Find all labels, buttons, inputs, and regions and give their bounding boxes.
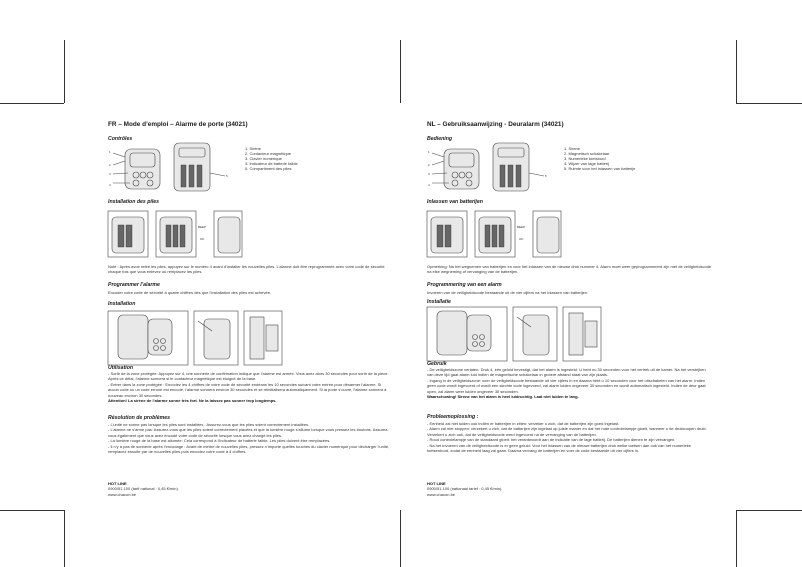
list-item: 2. Contacteur magnétique bbox=[245, 151, 292, 157]
nl-trouble-heading: Probleemoplossing : bbox=[427, 414, 479, 420]
nl-usage-line: - Ingang in de veiligheidszone: voer de veiligheidscode bestaande uit vier cijfers in en daarna hebt u 10 seconden voor het uitschakelen van het alarm. Indien geen code wordt ingevoerd of wordt een slechte code ingevoerd, zal alarm luiden ongeveer 30 seconden en wordt automatisch ingesteld. Indien de deur gaat open, zal alarm weer luiden ongeveer 30 seconden. bbox=[427, 377, 706, 394]
beep-label: BEEP bbox=[198, 225, 207, 229]
fr-trouble-section bbox=[108, 422, 393, 454]
callout-4: 4 bbox=[109, 183, 111, 187]
nl-hotline-heading: HOT LINE bbox=[427, 481, 446, 486]
crop-mark bbox=[400, 510, 401, 567]
list-item: 5. Compartiment des piles bbox=[245, 166, 292, 172]
fr-trouble-line: - L’unité ne sonne pas lorsque les piles sont installées : Assurez-vous que les piles soient correctement installées. bbox=[108, 422, 310, 427]
fr-usage-heading: Utilisation bbox=[108, 365, 134, 371]
nl-install-heading: Installatie bbox=[427, 299, 451, 305]
nl-battery-note: Opmerking: Na het wegnemen van batterijen en voor het inlassen van de nieuwe druk nummer 4. Alarm moet weer geprogrammeerd zijn met de veiligheidscode na elke wegneming of vervanging van de batterijen. bbox=[427, 264, 712, 275]
list-item: 2. Magnetisch schakelaar bbox=[564, 151, 610, 157]
list-item: 4. Wijzer van lage batterij bbox=[564, 161, 609, 167]
fr-installation-diagram bbox=[108, 311, 283, 367]
callout-4: 4 bbox=[428, 183, 430, 187]
fr-trouble-line: - Il n’y a pas de sonnerie après l’encodage : Avant de mettre de nouvelles piles, pressez n’importe quelles touches du clavier numérique pour décharger l’unité, remplacez ensuite par de nouvelles piles puis encodez votre code à 4 chiffres. bbox=[108, 443, 390, 455]
nl-usage-section bbox=[427, 367, 712, 399]
beep-label: BEEP bbox=[517, 225, 526, 229]
nl-usage-line: - De veiligheidszone verlaten: Druk 4, één geluid bevestigt, dat het alarm is ingesteld. U hebt nu 30 seconden voor het vertrek uit de kamer. Na het verstrijken van deze tijd gaat alarm luid indien de magnetische schakelaar in grotere afstand staat van zijn plaats. bbox=[427, 367, 706, 378]
crop-mark bbox=[64, 40, 65, 103]
callout-1: 1 bbox=[428, 150, 430, 154]
nl-trouble-line: - Alarm zal niet stoppen: verzekert u zich, dat de batterijen zijn ingelast op juiste manier en dat het rode controlelampje gloeit, wanneer u de drukknopen drukt. Verzekert u zich ook, dat de veiligheidscode werd ingevoerd na de vervanging van de batterijen. bbox=[427, 426, 707, 437]
crop-mark bbox=[64, 510, 65, 567]
fr-battery-heading: Installation des piles bbox=[108, 199, 160, 205]
crop-mark bbox=[400, 40, 401, 103]
fr-usage-line: - Sortir de la zone protégée: Appuyez sur 4, une sonnerie de confirmation indique que l’alarme est armée. Vous avez alors 30 secondes pour sortir de la pièce. Après ce délai, l’alarme sonnera si le contacteur magnétique est éloigné de la base. bbox=[108, 371, 389, 382]
crop-mark bbox=[736, 510, 737, 567]
fr-battery-note: Note : Après avoir retiré les piles, appuyez sur le numéro 4 avant d’installer les nouvelles piles. L’alarme doit être reprogrammée avec votre code de sécurité chaque fois que vous enlevez ou remplacez les piles. bbox=[108, 264, 385, 275]
nl-trouble-line: - Eenheid zal niet luiden ook indien er batterijen in zitten: verzeker u zich, dat de batterijen zijn goed ingelast. bbox=[427, 421, 620, 426]
nl-hotline-number: 0900/51.100 (nationaal tarief : 0,45 €/min). bbox=[427, 486, 503, 492]
nl-column bbox=[427, 0, 712, 567]
fr-controls-diagram bbox=[108, 143, 243, 193]
fr-trouble-line: - La lumière rouge de la base est allumée: Cela correspond à l’indicateur de batterie faible. Les piles doivent être remplacées. bbox=[108, 438, 331, 444]
nl-program-heading: Programmering van een alarm bbox=[427, 282, 502, 288]
crop-mark bbox=[0, 103, 64, 104]
fr-trouble-heading: Résolution de problèmes bbox=[108, 415, 170, 421]
nl-controls-heading: Bediening bbox=[427, 136, 453, 142]
fr-column bbox=[108, 0, 393, 567]
nl-controls-list bbox=[564, 146, 712, 171]
fr-hotline-heading: HOT LINE bbox=[108, 481, 127, 486]
ok-label: OK bbox=[200, 237, 205, 241]
crop-mark bbox=[0, 510, 64, 511]
nl-program-text: Invoeren van de veiligheidscode bestaande uit de vier cijfers na het inlassen van batterijen. bbox=[427, 290, 589, 295]
fr-usage-section bbox=[108, 371, 393, 403]
nl-installation-diagram bbox=[427, 307, 602, 363]
nl-trouble-section bbox=[427, 421, 712, 453]
nl-battery-diagram bbox=[427, 211, 562, 259]
fr-controls-list bbox=[245, 146, 393, 171]
callout-1: 1 bbox=[109, 150, 111, 154]
fr-website-link[interactable]: www.chacon.be bbox=[108, 491, 137, 497]
fr-install-heading: Installation bbox=[108, 301, 136, 307]
nl-hotline bbox=[427, 481, 712, 497]
list-item: 3. Clavier numérique bbox=[245, 156, 282, 162]
crop-mark bbox=[736, 40, 737, 103]
fr-title: FR – Mode d’emploi – Alarme de porte (34021) bbox=[108, 121, 248, 128]
nl-controls-diagram bbox=[427, 143, 562, 193]
list-item: 3. Numerieke toetsbord bbox=[564, 156, 606, 162]
fr-controls-heading: Contrôles bbox=[108, 136, 133, 142]
fr-usage-warning: Attention! La sirène de l’alarme sonne très fort. Ne la laissez pas sonner trop longtemps. bbox=[108, 398, 277, 404]
nl-trouble-line: - Na het invoeren van de veiligheidscode is er geen geluid: Voor het inlassen van de nieuwe batterijen druk welke toetsen dan ook van het numerieke toetsenbord, zodat de eenheid laag zal gaan. Daarna vervang de batterijen en voer de code bestaande uit vier cijfers in. bbox=[427, 442, 691, 454]
nl-website-link[interactable]: www.chacon.be bbox=[427, 491, 456, 497]
callout-3: 3 bbox=[109, 172, 111, 176]
fr-hotline-number: 0900/51.100 (tarif national : 0,45 €/min). bbox=[108, 486, 179, 492]
crop-mark bbox=[736, 103, 802, 104]
fr-program-text: Encoder votre code de sécurité à quatre chiffres dès que l’installation des piles est achevée. bbox=[108, 290, 271, 295]
list-item: 5. Ruimte voor het inlassen van batterije bbox=[564, 166, 636, 172]
list-item: 1. Sirene bbox=[564, 146, 581, 151]
nl-trouble-line: - Rood controlelampje van de standaard gloeit: het verantwoordt aan de indicatie van de lage batterij. De batterijen dienen te zijn vervangen. bbox=[427, 437, 676, 443]
list-item: 4. Indicateur de batterie faible bbox=[245, 161, 298, 167]
list-item: 1. Sirène bbox=[245, 146, 262, 151]
fr-program-heading: Programmer l’alarme bbox=[108, 282, 160, 288]
fr-hotline bbox=[108, 481, 393, 497]
nl-title: NL – Gebruiksaanwijzing - Deuralarm (34021) bbox=[427, 121, 564, 128]
callout-3: 3 bbox=[428, 172, 430, 176]
callout-5: 5 bbox=[545, 174, 547, 178]
crop-mark bbox=[736, 510, 802, 511]
nl-battery-heading: Inlassen van batterijen bbox=[427, 199, 483, 205]
callout-2: 2 bbox=[109, 163, 111, 167]
fr-usage-line: - Entrer dans la zone protégée : Encodez les 4 chiffres de votre code de sécurité endéans les 10 secondes suivant votre entrée pour désarmer l’alarme. Si aucun code ou un code erroné est encodé, l’alarme sonnera environ 30 secondes et se réinitialisera automatiquement. Si la porte s’ouvre, l’alarme sonnera à nouveau environ 30 secondes. bbox=[108, 381, 387, 398]
ok-label: OK bbox=[519, 237, 524, 241]
nl-usage-warning: Waarschuwing! Sirene van het alarm is heel luidruchtig. Laat niet luiden te lang. bbox=[427, 394, 579, 400]
callout-2: 2 bbox=[428, 163, 430, 167]
fr-trouble-line: - L’alarme ne s’arme pas: Assurez-vous que les piles soient correctement placées et que la lumière rouge s’allume lorsque vous pressez les boutons. Assurez-vous également que vous avez encodé votre code de sécurité lorsque vous avez changé les piles. bbox=[108, 427, 389, 438]
nl-usage-heading: Gebruik bbox=[427, 361, 447, 367]
callout-5: 5 bbox=[226, 174, 228, 178]
fr-battery-diagram bbox=[108, 211, 243, 259]
